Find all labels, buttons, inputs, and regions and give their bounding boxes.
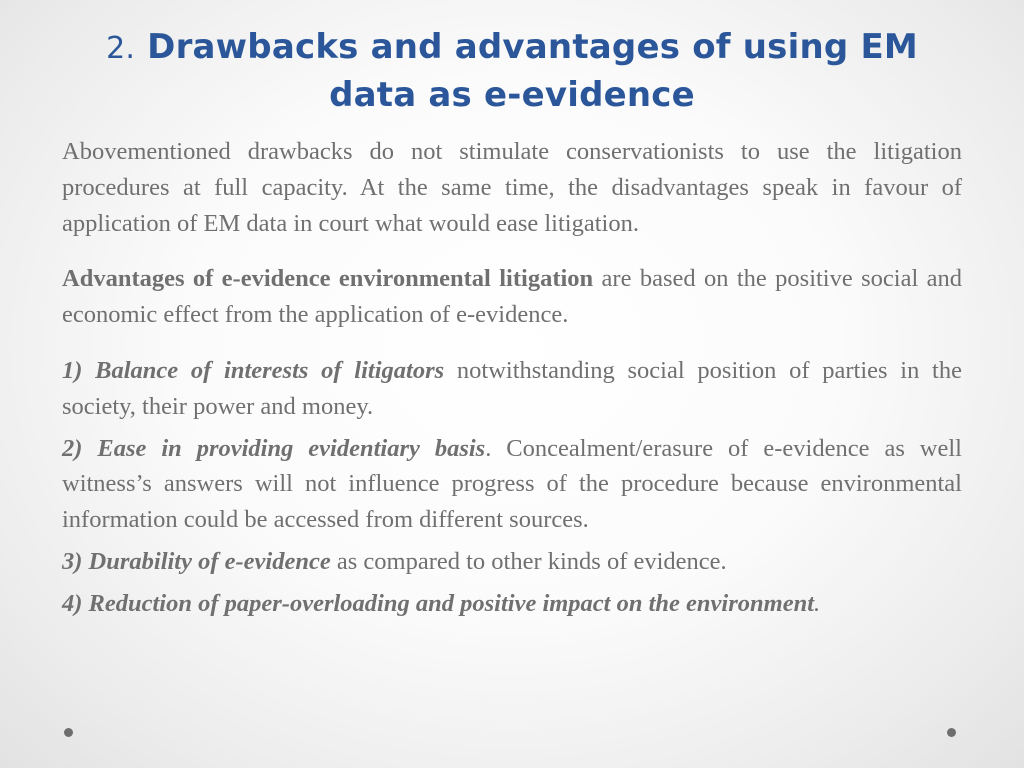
advantage-item-2-text: . Concealment/erasure of e-evidence as well witness’s answers will not influence progress of the procedure because environmental information could be accessed from different sources.: [62, 434, 962, 534]
advantages-text: are based on the positive social and economic effect from the application of e-evidence.: [62, 265, 962, 329]
title-number: 2.: [106, 31, 136, 66]
title-text: Drawbacks and advantages of using EM data as e-evidence: [147, 27, 918, 115]
intro-paragraph: Abovementioned drawbacks do not stimulate conservationists to use the litigation procedures at full capacity. At the same time, the disadvantages speak in favour of application of EM data in court what would ease litigation.: [62, 138, 962, 237]
slide-body: [62, 134, 962, 622]
advantage-item-1-lead: 1) Balance of interests of litigators: [62, 356, 445, 384]
slide-title: [60, 24, 964, 118]
advantages-heading: Advantages of e-evidence environmental litigation: [62, 265, 594, 293]
advantage-item-2-lead: 2) Ease in providing evidentiary basis: [62, 434, 486, 462]
advantages-paragraph: [62, 261, 962, 333]
decorative-dot-left: [64, 728, 73, 737]
decorative-dot-right: [947, 728, 956, 737]
advantage-item-3: [62, 544, 962, 580]
advantage-item-1: [62, 353, 962, 425]
advantage-item-4: [62, 586, 962, 622]
advantage-item-2: [62, 431, 962, 538]
advantage-item-3-text: as compared to other kinds of evidence.: [330, 547, 727, 575]
advantage-item-4-text: .: [814, 589, 821, 617]
advantage-item-1-text: notwithstanding social position of parties in the society, their power and money.: [62, 356, 962, 420]
advantage-item-4-lead: 4) Reduction of paper-overloading and positive impact on the environment: [62, 589, 814, 617]
advantage-item-3-lead: 3) Durability of e-evidence: [62, 547, 331, 575]
